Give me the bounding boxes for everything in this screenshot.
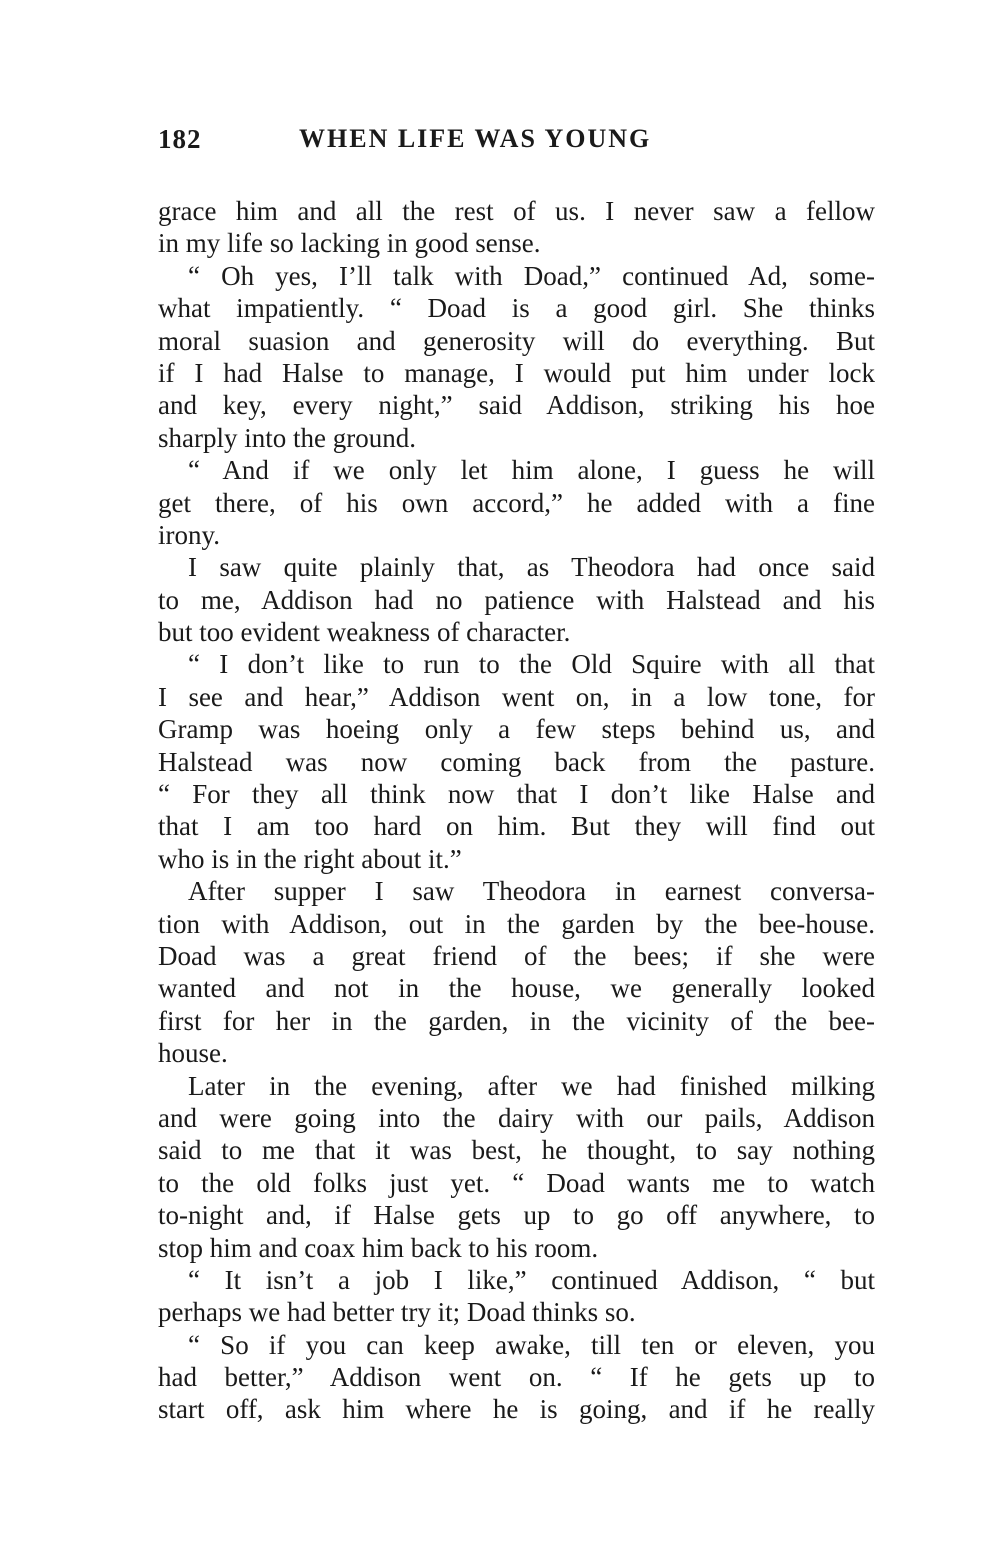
body-text [158, 195, 875, 1426]
text-line: house. [158, 1038, 228, 1069]
text-line: to me, Addison had no patience with Halstead and his [158, 584, 875, 615]
text-line: and were going into the dairy with our pails, Addison [158, 1102, 875, 1133]
text-line: I saw quite plainly that, as Theodora had once said [188, 552, 875, 583]
text-line: first for her in the garden, in the vicinity of the bee- [158, 1005, 875, 1036]
page-header [158, 124, 878, 160]
text-line: Later in the evening, after we had finished milking [188, 1070, 875, 1101]
text-line: Doad was a great friend of the bees; if she were [158, 940, 875, 971]
text-line: “ It isn’t a job I like,” continued Addison, “ but [188, 1264, 875, 1295]
text-line: to the old folks just yet. “ Doad wants me to watch [158, 1167, 875, 1198]
text-line: Gramp was hoeing only a few steps behind us, and [158, 714, 875, 745]
text-line: stop him and coax him back to his room. [158, 1232, 599, 1263]
text-line: to-night and, if Halse gets up to go off anywhere, to [158, 1200, 875, 1231]
text-line: “ For they all think now that I don’t like Halse and [158, 779, 875, 810]
text-line: said to me that it was best, he thought, to say nothing [158, 1135, 875, 1166]
text-line: tion with Addison, out in the garden by the bee-house. [158, 908, 875, 939]
text-line: “ So if you can keep awake, till ten or eleven, you [188, 1329, 875, 1360]
text-line: had better,” Addison went on. “ If he gets up to [158, 1362, 875, 1393]
text-line: who is in the right about it.” [158, 843, 462, 874]
text-line: “ And if we only let him alone, I guess he will [188, 455, 875, 486]
text-line: that I am too hard on him. But they will find out [158, 811, 875, 842]
text-line: get there, of his own accord,” he added with a fine [158, 487, 875, 518]
text-line: “ I don’t like to run to the Old Squire with all that [188, 649, 875, 680]
text-line: and key, every night,” said Addison, striking his hoe [158, 390, 875, 421]
text-line: I see and hear,” Addison went on, in a low tone, for [158, 681, 875, 712]
running-title: WHEN LIFE WAS YOUNG [299, 124, 652, 153]
text-line: if I had Halse to manage, I would put him under lock [158, 357, 875, 388]
text-line: “ Oh yes, I’ll talk with Doad,” continued Ad, some- [188, 260, 875, 291]
text-line: After supper I saw Theodora in earnest conversa- [188, 876, 875, 907]
text-line: in my life so lacking in good sense. [158, 228, 541, 259]
text-line: Halstead was now coming back from the pasture. [158, 746, 875, 777]
text-line: sharply into the ground. [158, 422, 416, 453]
text-line: moral suasion and generosity will do everything. But [158, 325, 875, 356]
text-line: but too evident weakness of character. [158, 617, 571, 648]
text-line: irony. [158, 519, 220, 550]
text-line: start off, ask him where he is going, and if he really [158, 1394, 875, 1425]
text-line: wanted and not in the house, we generally looked [158, 973, 875, 1004]
text-line: what impatiently. “ Doad is a good girl. She thinks [158, 293, 875, 324]
text-line: grace him and all the rest of us. I never saw a fellow [158, 196, 875, 226]
page-number: 182 [158, 124, 202, 154]
text-line: perhaps we had better try it; Doad thinks so. [158, 1297, 636, 1328]
